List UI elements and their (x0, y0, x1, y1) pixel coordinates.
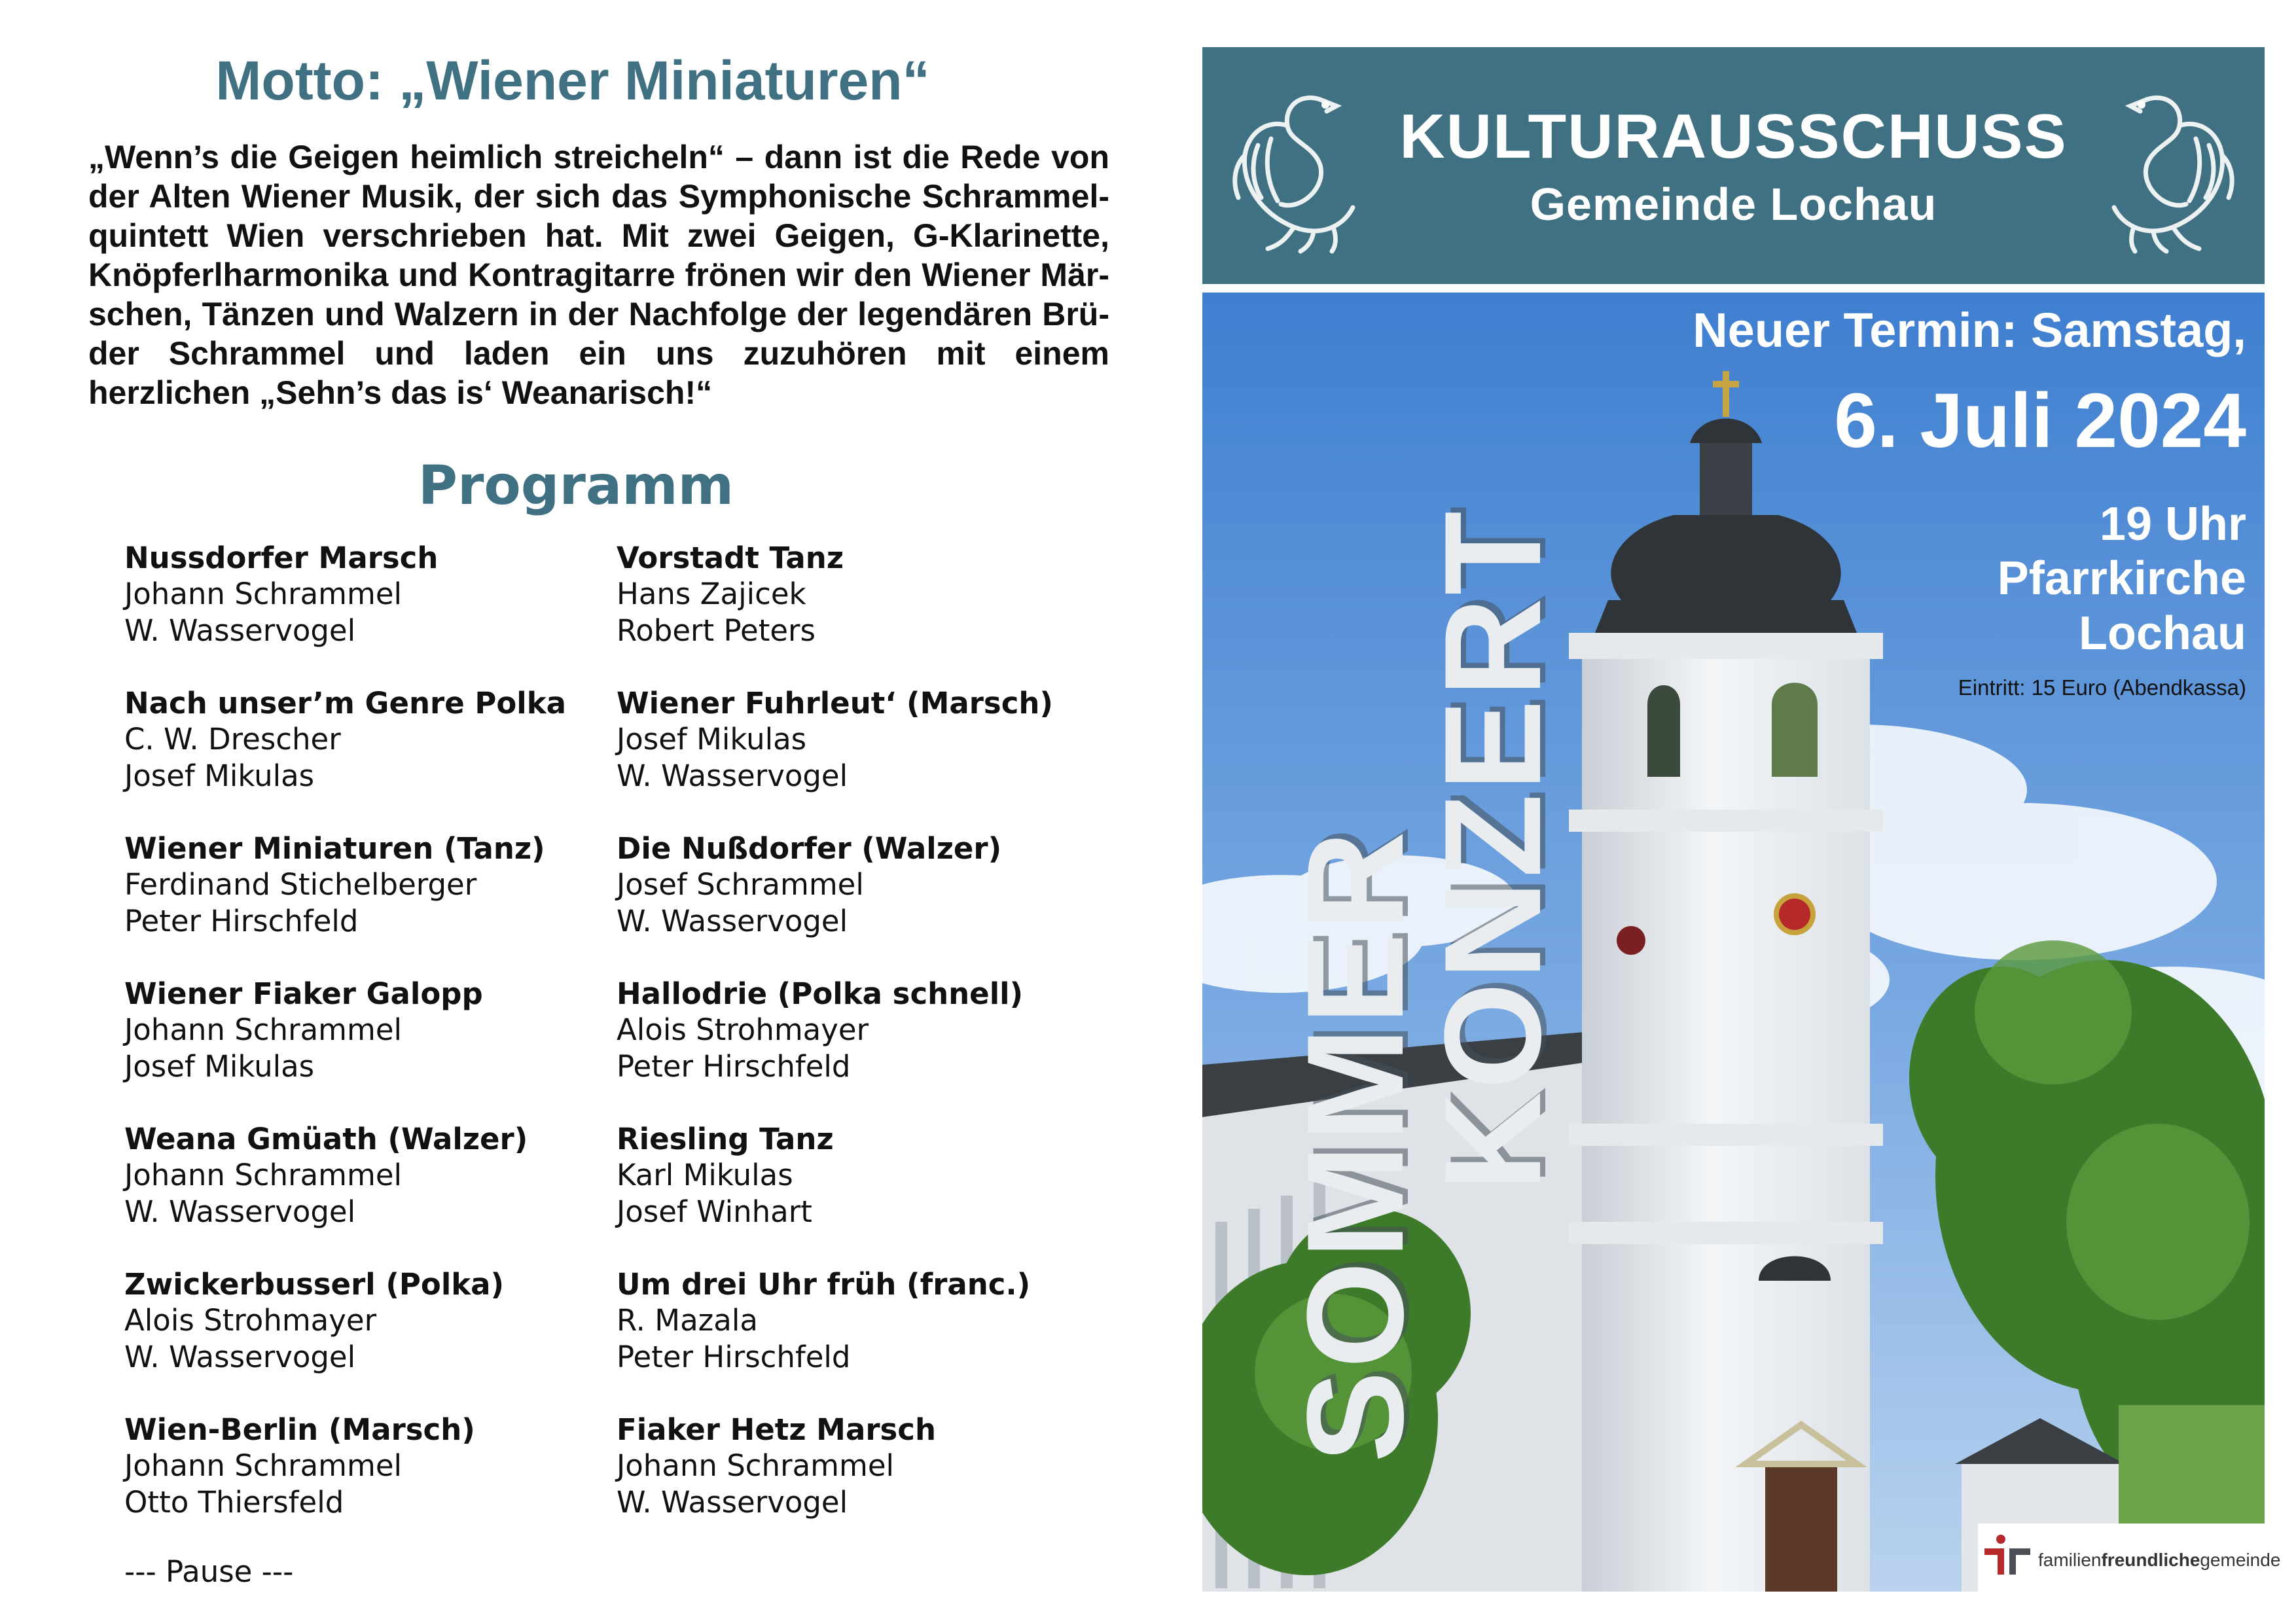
logo-text (2038, 1550, 2280, 1571)
piece-composer: Johann Schrammel (124, 1158, 403, 1192)
piece-title: Vorstadt Tanz (617, 541, 844, 575)
piece-arranger: Robert Peters (617, 613, 816, 648)
logo-text-freundliche: freundliche (2101, 1550, 2200, 1570)
piece-title: Nach unser’m Genre Polka (124, 686, 566, 721)
event-time: 19 Uhr (2099, 498, 2246, 550)
piece-arranger: Peter Hirschfeld (124, 904, 359, 938)
piece-title: Wien-Berlin (Marsch) (124, 1412, 475, 1447)
logo-text-gemeinde: gemeinde (2200, 1550, 2281, 1570)
program-item (124, 830, 566, 976)
piece-title: Nussdorfer Marsch (124, 541, 439, 575)
familienfreundliche-gemeinde-logo-icon (1984, 1534, 2030, 1580)
banner-subtitle: Gemeinde Lochau (1530, 179, 1937, 230)
piece-arranger: W. Wasservogel (617, 1485, 848, 1520)
program-column-2 (617, 540, 1053, 1557)
header-banner (1202, 47, 2265, 284)
piece-composer: Alois Strohmayer (617, 1012, 869, 1047)
piece-arranger: W. Wasservogel (617, 758, 848, 793)
motto-heading: Motto: „Wiener Miniaturen“ (215, 50, 930, 111)
piece-composer: R. Mazala (617, 1303, 758, 1338)
piece-composer: Johann Schrammel (124, 577, 403, 611)
piece-title: Fiaker Hetz Marsch (617, 1412, 937, 1447)
piece-composer: Josef Schrammel (617, 867, 864, 902)
piece-title: Wiener Fuhrleut‘ (Marsch) (617, 686, 1053, 721)
piece-title: Wiener Miniaturen (Tanz) (124, 831, 545, 866)
piece-arranger: W. Wasservogel (617, 904, 848, 938)
program-item (617, 976, 1053, 1121)
piece-arranger: W. Wasservogel (124, 613, 356, 648)
program-item (124, 1121, 566, 1266)
program-item (617, 1121, 1053, 1266)
program-item (124, 1412, 566, 1557)
event-venue-line1: Pfarrkirche (1997, 552, 2246, 605)
program-heading: Programm (418, 455, 734, 517)
intro-paragraph: „Wenn’s die Geigen heimlich streicheln“ – dann ist die Rede von der Alten Wiener Musik, der sich das Symphonische Schrammel-quintett Wien verschrieben hat. Mit zwei Geigen, G-Klarinette, Knöpferlharmonika und Kontragitarre frönen wir den Wiener Mär-schen, Tänzen und Walzern in der Nachfolge der legendären Brü-der Schrammel und laden ein uns zuzuhören mit einem herzlichen „Sehn’s das is‘ Weanarisch!“ (88, 139, 1109, 411)
piece-arranger: Josef Winhart (617, 1194, 812, 1229)
piece-arranger: Peter Hirschfeld (617, 1049, 851, 1084)
piece-composer: Alois Strohmayer (124, 1303, 377, 1338)
program-item (617, 540, 1053, 685)
piece-composer: Hans Zajicek (617, 577, 806, 611)
piece-composer: Johann Schrammel (617, 1448, 895, 1483)
piece-title: Die Nußdorfer (Walzer) (617, 831, 1002, 866)
piece-composer: C. W. Drescher (124, 722, 341, 757)
admission-fee: Eintritt: 15 Euro (Abendkassa) (1958, 675, 2246, 700)
program-item (617, 685, 1053, 830)
event-venue-line2: Lochau (2078, 607, 2246, 660)
piece-title: Weana Gmüath (Walzer) (124, 1122, 528, 1156)
title-word-sommer: SOMMER (1278, 829, 1432, 1463)
program-item (617, 830, 1053, 976)
logo-text-familien: familien (2038, 1550, 2102, 1570)
program-item (617, 1266, 1053, 1412)
piece-arranger: W. Wasservogel (124, 1340, 356, 1374)
piece-composer: Ferdinand Stichelberger (124, 867, 477, 902)
program-item (617, 1412, 1053, 1557)
piece-title: Hallodrie (Polka schnell) (617, 976, 1024, 1011)
piece-composer: Josef Mikulas (617, 722, 807, 757)
pause-note: --- Pause --- (124, 1554, 294, 1589)
banner-title: KULTURAUSSCHUSS (1399, 101, 2068, 171)
piece-composer: Karl Mikulas (617, 1158, 793, 1192)
new-date-label: Neuer Termin: Samstag, (1693, 303, 2246, 357)
program-column-1 (124, 540, 566, 1557)
piece-arranger: Otto Thiersfeld (124, 1485, 344, 1520)
piece-composer: Johann Schrammel (124, 1448, 403, 1483)
familienfreundliche-gemeinde-logo (1978, 1524, 2281, 1592)
piece-arranger: Peter Hirschfeld (617, 1340, 851, 1374)
piece-arranger: W. Wasservogel (124, 1194, 356, 1229)
program-item (124, 540, 566, 685)
piece-composer: Johann Schrammel (124, 1012, 403, 1047)
piece-title: Um drei Uhr früh (franc.) (617, 1267, 1031, 1302)
program-item (124, 976, 566, 1121)
piece-arranger: Josef Mikulas (124, 758, 315, 793)
program-item (124, 1266, 566, 1412)
piece-title: Zwickerbusserl (Polka) (124, 1267, 505, 1302)
piece-title: Riesling Tanz (617, 1122, 834, 1156)
piece-title: Wiener Fiaker Galopp (124, 976, 483, 1011)
title-word-konzert: KONZERT (1416, 508, 1570, 1191)
program-item (124, 685, 566, 830)
event-date: 6. Juli 2024 (1834, 378, 2246, 464)
piece-arranger: Josef Mikulas (124, 1049, 315, 1084)
